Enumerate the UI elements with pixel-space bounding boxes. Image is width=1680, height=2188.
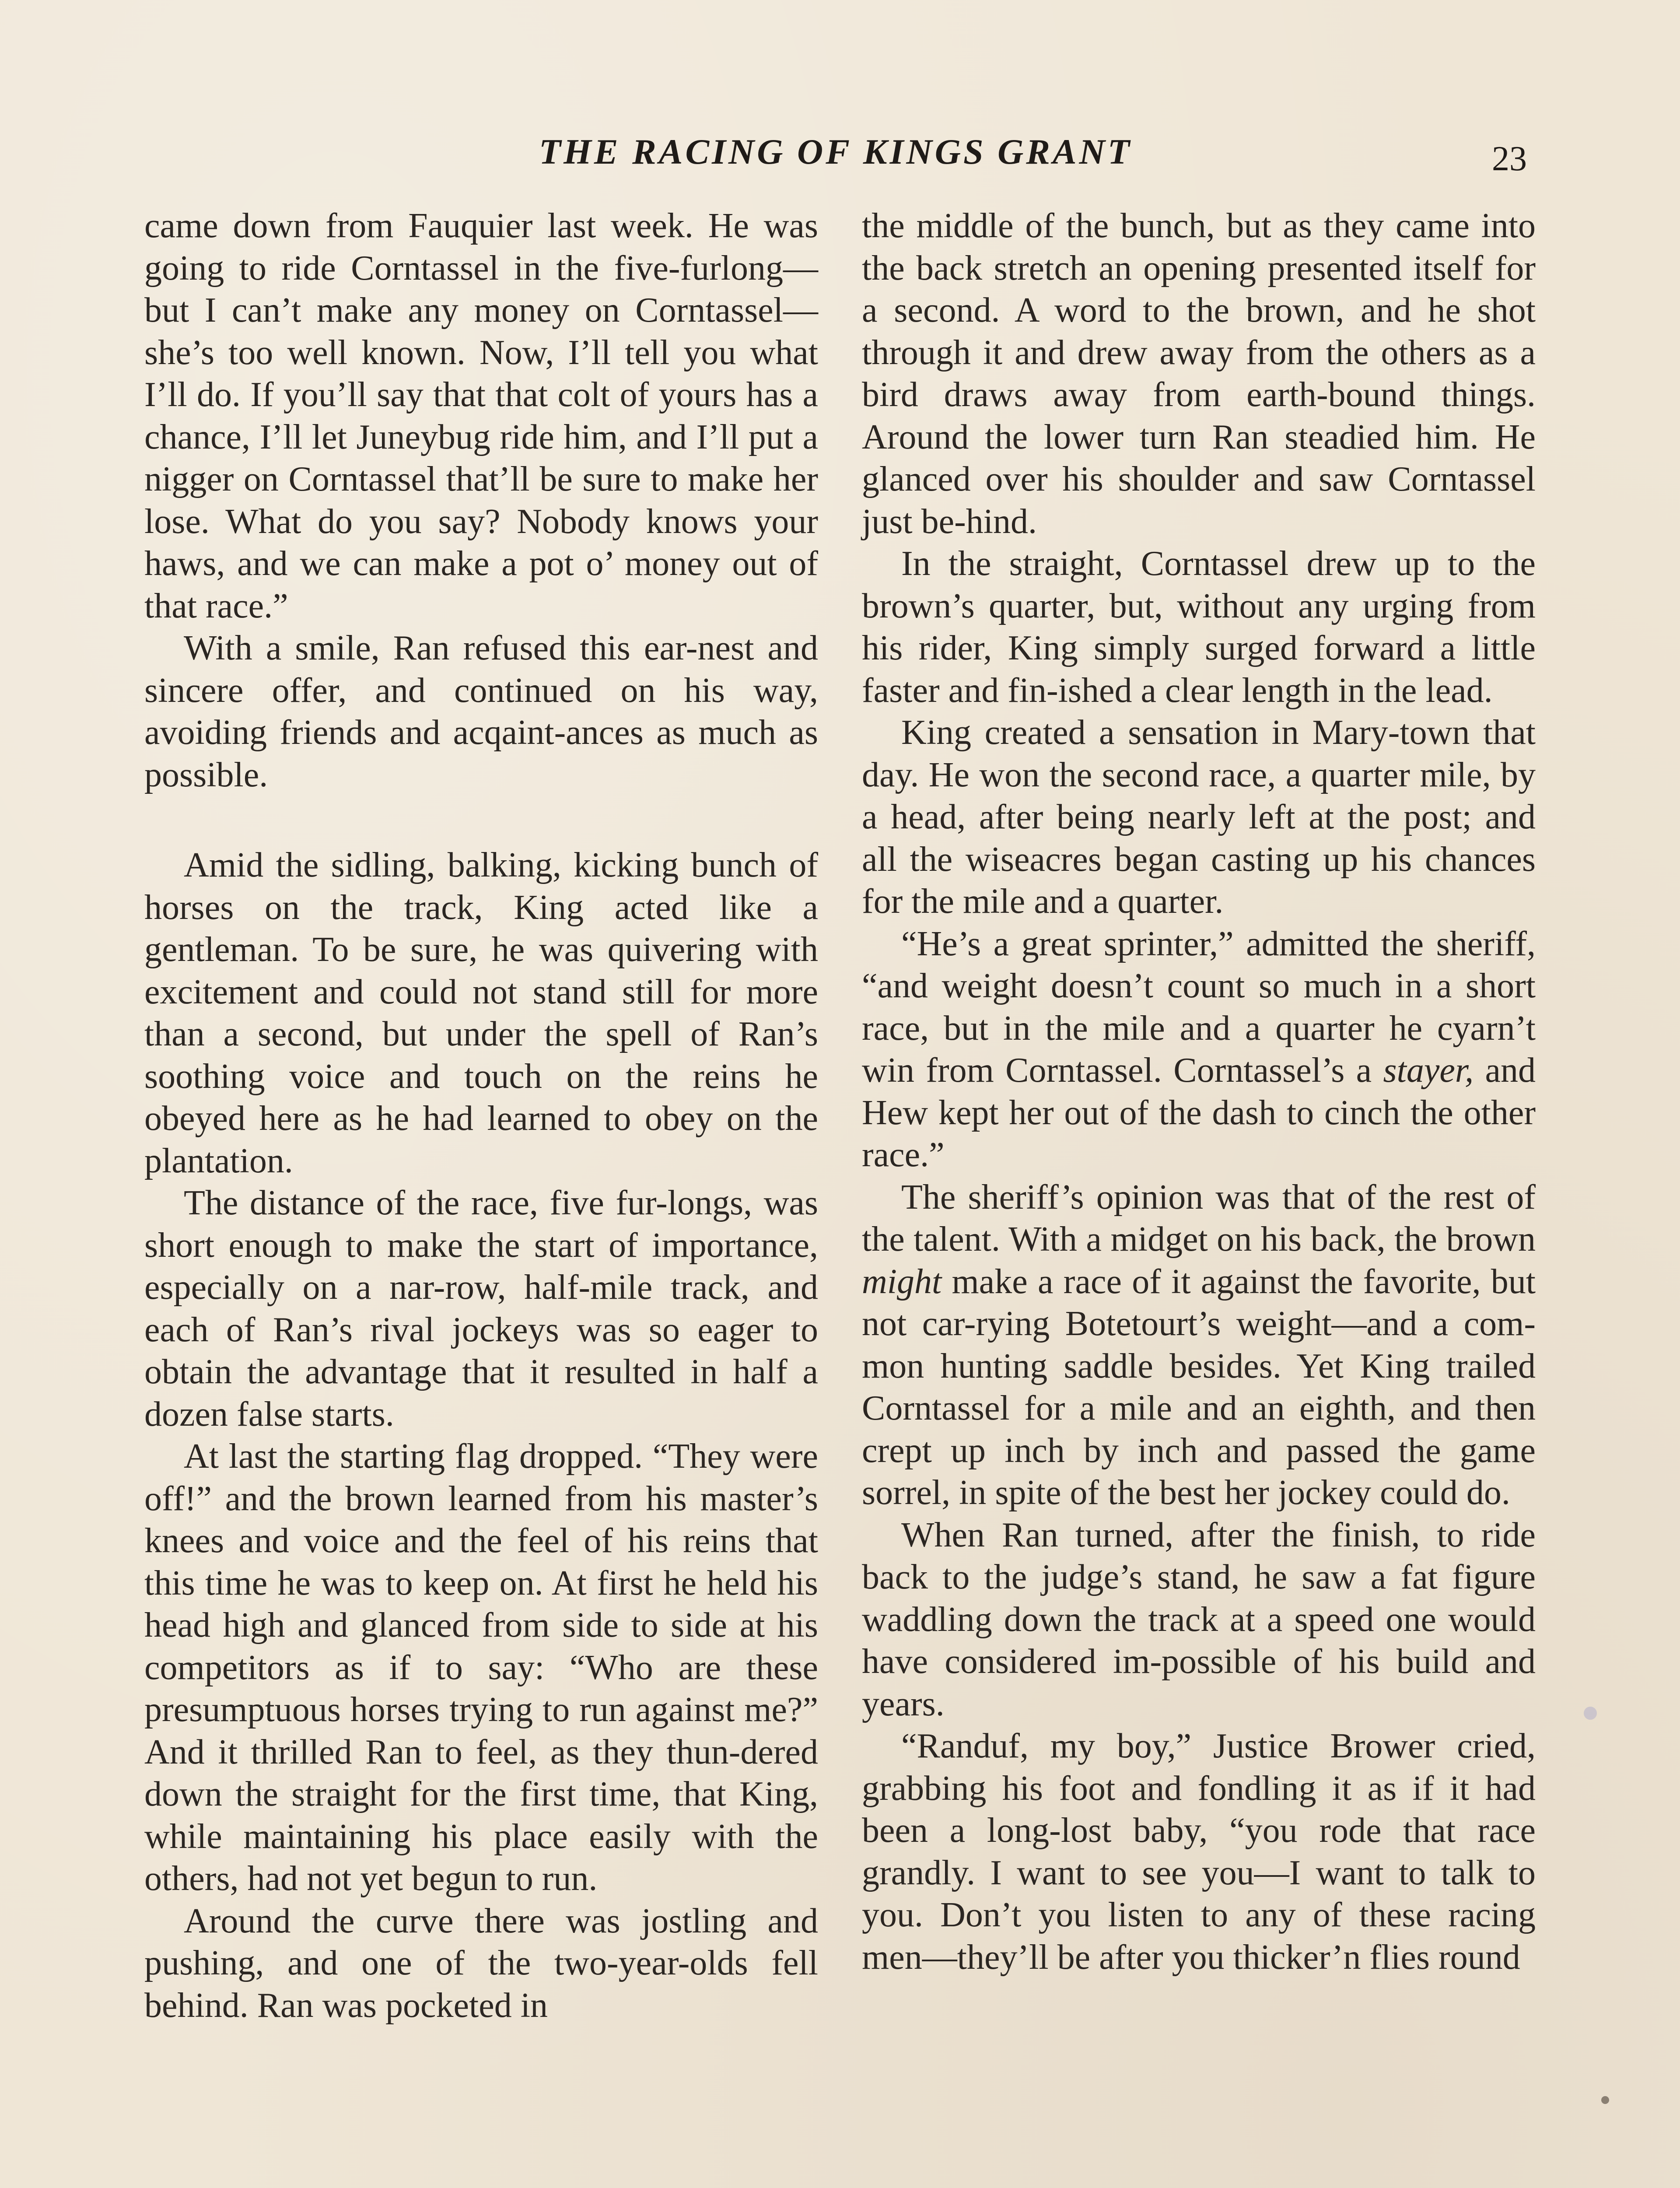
paragraph: Around the curve there was jostling and pushing, and one of the two-year-olds fell behind. Ran was pocketed in — [144, 1901, 818, 2025]
paper-speck — [1584, 1707, 1597, 1720]
paragraph-text: make a race of it against the favorite, but not car-rying Botetourt’s weight—and a com-mon hunting saddle besides. Yet King trailed Corntassel for a mile and an eighth, and then crept up inch by inch and passed the game sorrel, in spite of the best her jockey could do. — [862, 1262, 1536, 1512]
right-column — [862, 205, 1536, 1978]
running-head: THE RACING OF KINGS GRANT — [539, 132, 1132, 172]
paragraph: The distance of the race, five fur-longs, was short enough to make the start of importance, especially on a nar-row, half-mile track, and each of Ran’s rival jockeys was so eager to obtain the advantage that it resulted in half a dozen false starts. — [144, 1184, 818, 1434]
paragraph: King created a sensation in Mary-town that day. He won the second race, a quarter mile, by a head, after being nearly left at the post; and all the wiseacres began casting up his chances for the mile and a quarter. — [862, 713, 1536, 921]
paragraph — [862, 1176, 1536, 1514]
paragraph — [862, 923, 1536, 1176]
paragraph: came down from Fauquier last week. He was going to ride Corntassel in the five-furlong—but I can’t make any money on Corntassel—she’s too well known. Now, I’ll tell you what I’ll do. If you’ll say that that colt of yours has a chance, I’ll let Juneybug ride him, and I’ll put a nigger on Corntassel that’ll be sure to make her lose. What do you say? Nobody knows your haws, and we can make a pot o’ money out of that race.” — [144, 207, 818, 625]
paragraph-text: The sheriff’s opinion was that of the rest of the talent. With a midget on his back, the brown — [862, 1178, 1536, 1259]
italic-word: might — [862, 1262, 942, 1301]
paragraph: With a smile, Ran refused this ear-nest and sincere offer, and continued on his way, avoiding friends and acqaint-ances as much as possible. — [144, 629, 818, 794]
paragraph: the middle of the bunch, but as they came into the back stretch an opening presented itself for a second. A word to the brown, and he shot through it and drew away from the others as a bird draws away from earth-bound things. Around the lower turn Ran steadied him. He glanced over his shoulder and saw Corntassel just be-hind. — [862, 207, 1536, 541]
paragraph-text: “He’s a great sprinter,” admitted the sheriff, “and weight doesn’t count so much in a short race, but in the mile and a quarter he cyarn’t win from Corntassel. Corntassel’s a — [862, 924, 1536, 1090]
paragraph: “Randuf, my boy,” Justice Brower cried, grabbing his foot and fondling it as if it had been a long-lost baby, “you rode that race grandly. I want to see you—I want to talk to you. Don’t you listen to any of these racing men—they’ll be after you thicker’n flies round — [862, 1727, 1536, 1977]
paper-speck — [1601, 2096, 1609, 2104]
paragraph: At last the starting flag dropped. “They were off!” and the brown learned from his master’s knees and voice and the feel of his reins that this time he was to keep on. At first he held his head high and glanced from side to side at his competitors as if to say: “Who are these presumptuous horses trying to run against me?” And it thrilled Ran to feel, as they thun-dered down the straight for the first time, that King, while maintaining his place easily with the others, had not yet begun to run. — [144, 1437, 818, 1898]
paragraph: Amid the sidling, balking, kicking bunch of horses on the track, King acted like a gentleman. To be sure, he was quivering with excitement and could not stand still for more than a second, but under the spell of Ran’s soothing voice and touch on the reins he obeyed here as he had learned to obey on the plantation. — [144, 846, 818, 1180]
paragraph: In the straight, Corntassel drew up to the brown’s quarter, but, without any urging from his rider, King simply surged forward a little faster and fin-ished a clear length in the lead. — [862, 544, 1536, 710]
page-number: 23 — [1492, 140, 1527, 178]
italic-word: stayer, — [1383, 1051, 1474, 1090]
section-break — [144, 796, 818, 844]
paragraph: When Ran turned, after the finish, to ride back to the judge’s stand, he saw a fat figure waddling down the track at a speed one would have considered im-possible of his build and years. — [862, 1515, 1536, 1723]
left-column — [144, 205, 818, 2027]
paragraph-text: and Hew kept her out of the dash to cinch the other race.” — [862, 1051, 1536, 1174]
